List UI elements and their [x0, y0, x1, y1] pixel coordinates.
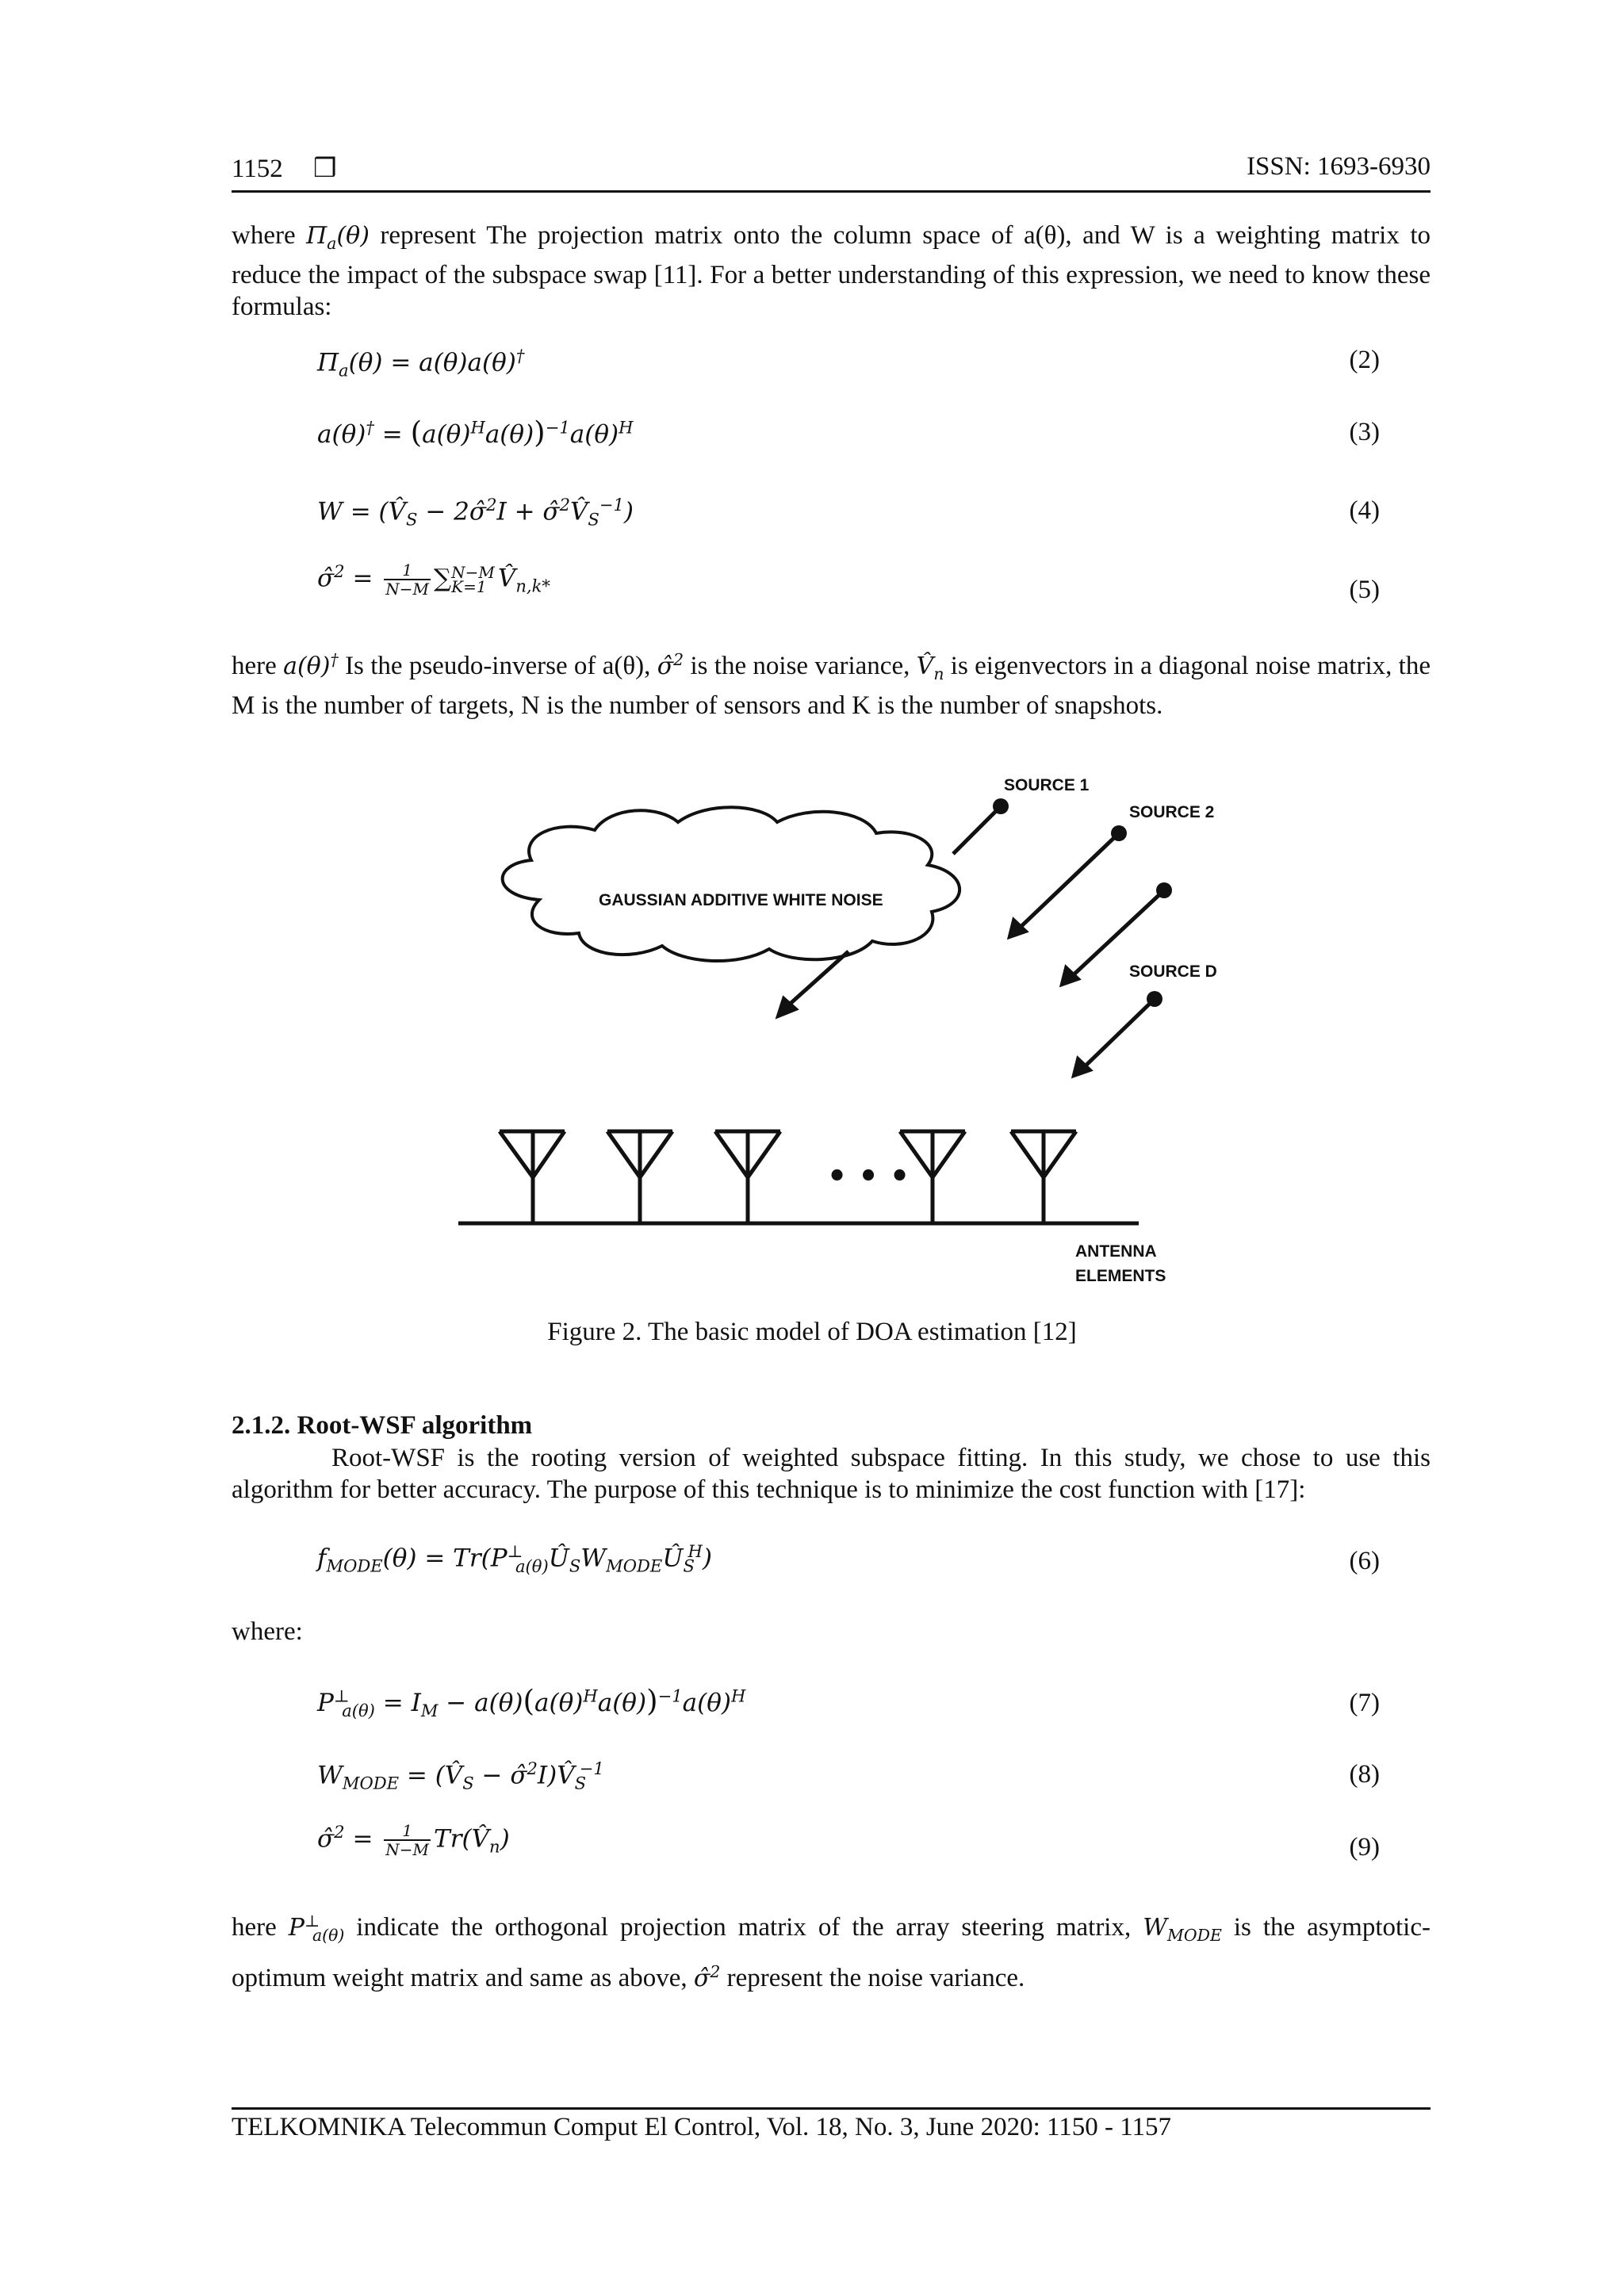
explanation-paragraph-1: here a(θ)† Is the pseudo-inverse of a(θ), σ̂$^2$ is the noise variance, $V̂_n$ is eigenvectors in a diagonal noise matrix, the M is the number of targets, N is the number of sensors and K is the number of snapshots. [232, 650, 1431, 720]
figure-caption: Figure 2. The basic model of DOA estimation [12] [547, 1318, 1077, 1346]
footer-rule [232, 2107, 1431, 2110]
equation-8-number: (8) [1349, 1760, 1380, 1789]
equation-3: $a(\theta)^\dagger = (a(\theta)^Ha(\theta))^{-1}a(\theta)^H$ [317, 415, 634, 450]
intro-paragraph: where $\Pi_a(\theta)$ represent The projection matrix onto the column space of a(θ), and W is a weighting matrix to reduce the impact of the subspace swap [11]. For a better understanding of this expression, we need to know these formulas: [232, 221, 1431, 321]
antenna-label-line1: ANTENNA [1075, 1242, 1157, 1261]
antenna-1 [500, 1131, 565, 1223]
antenna-2 [607, 1131, 672, 1223]
equation-5-number: (5) [1349, 576, 1380, 604]
array-ellipsis: • • • [826, 1158, 910, 1195]
equation-9-number: (9) [1349, 1833, 1380, 1862]
equation-3-number: (3) [1349, 418, 1380, 446]
noise-label: GAUSSIAN ADDITIVE WHITE NOISE [599, 891, 883, 909]
equation-6: $f_{MODE}(\theta)$ = $Tr(P^\perp_{a(\theta)}Û_SW_{MODE}Û_S^H)$ [317, 1541, 712, 1576]
source-d-label: SOURCE D [1129, 962, 1217, 981]
source-1-arrow [953, 806, 1001, 854]
noise-cloud [503, 807, 959, 961]
section-body: Root-WSF is the rooting version of weighted subspace fitting. In this study, we chose to use this algorithm for better accuracy. The purpose of this technique is to minimize the cost function with [17]: [232, 1444, 1431, 1504]
equation-4-number: (4) [1349, 496, 1380, 525]
source-2-label: SOURCE 2 [1129, 803, 1215, 821]
antenna-4 [900, 1131, 965, 1223]
equation-2: $\Pi_a(\theta) = a(\theta)a(\theta)^\dagger$ [317, 346, 525, 381]
section-heading: 2.1.2. Root-WSF algorithm [232, 1411, 533, 1440]
source-1-label: SOURCE 1 [1004, 776, 1090, 794]
box-glyph-icon: ❒ [313, 152, 337, 183]
equation-7-number: (7) [1349, 1689, 1380, 1717]
equation-7: $P^\perp_{a(\theta)} = I_M - a(\theta)(a(\theta)^Ha(\theta))^{-1}a(\theta)^H$ [317, 1683, 746, 1721]
explanation-paragraph-2: here $P^\perp_{a(\theta)}$ indicate the orthogonal projection matrix of the array steering matrix, $W_{MODE}$ is the asymptotic-optimum weight matrix and same as above, σ̂$^2$ represent the noise variance. [232, 1911, 1431, 1992]
source-d-arrow [1082, 999, 1155, 1069]
antenna-label-line2: ELEMENTS [1075, 1267, 1166, 1285]
page-number: 1152 ❒ [232, 152, 337, 183]
equation-6-number: (6) [1349, 1547, 1380, 1575]
equation-9: σ̂$^2$ = $\frac{1}{N-M}$ $Tr(V̂_n)$ [317, 1821, 510, 1859]
equation-8: $W_{MODE}$ = ($V̂_S$ − $\sigmâ^2I)V̂_S^{-1}$ [317, 1758, 604, 1793]
equation-4: $W = (V̂_S$ − 2σ̂$^2$I + $\sigmâ^2V̂_S^{-1}$) [317, 495, 634, 530]
doa-model-figure [444, 765, 1237, 1304]
footer-citation: TELKOMNIKA Telecommun Comput El Control, Vol. 18, No. 3, June 2020: 1150 - 1157 [232, 2113, 1172, 2141]
header-rule [232, 190, 1431, 193]
source-2-arrow [1017, 833, 1119, 930]
issn: ISSN: 1693-6930 [1247, 152, 1431, 181]
equation-5: σ̂$^2$ = $\frac{1}{N-M}$ ∑ N−M K=1 $V̂_{n,k*}$ [317, 561, 550, 599]
equation-2-number: (2) [1349, 346, 1380, 374]
antenna-5 [1011, 1131, 1076, 1223]
where-label: where: [232, 1617, 303, 1646]
antenna-3 [715, 1131, 780, 1223]
